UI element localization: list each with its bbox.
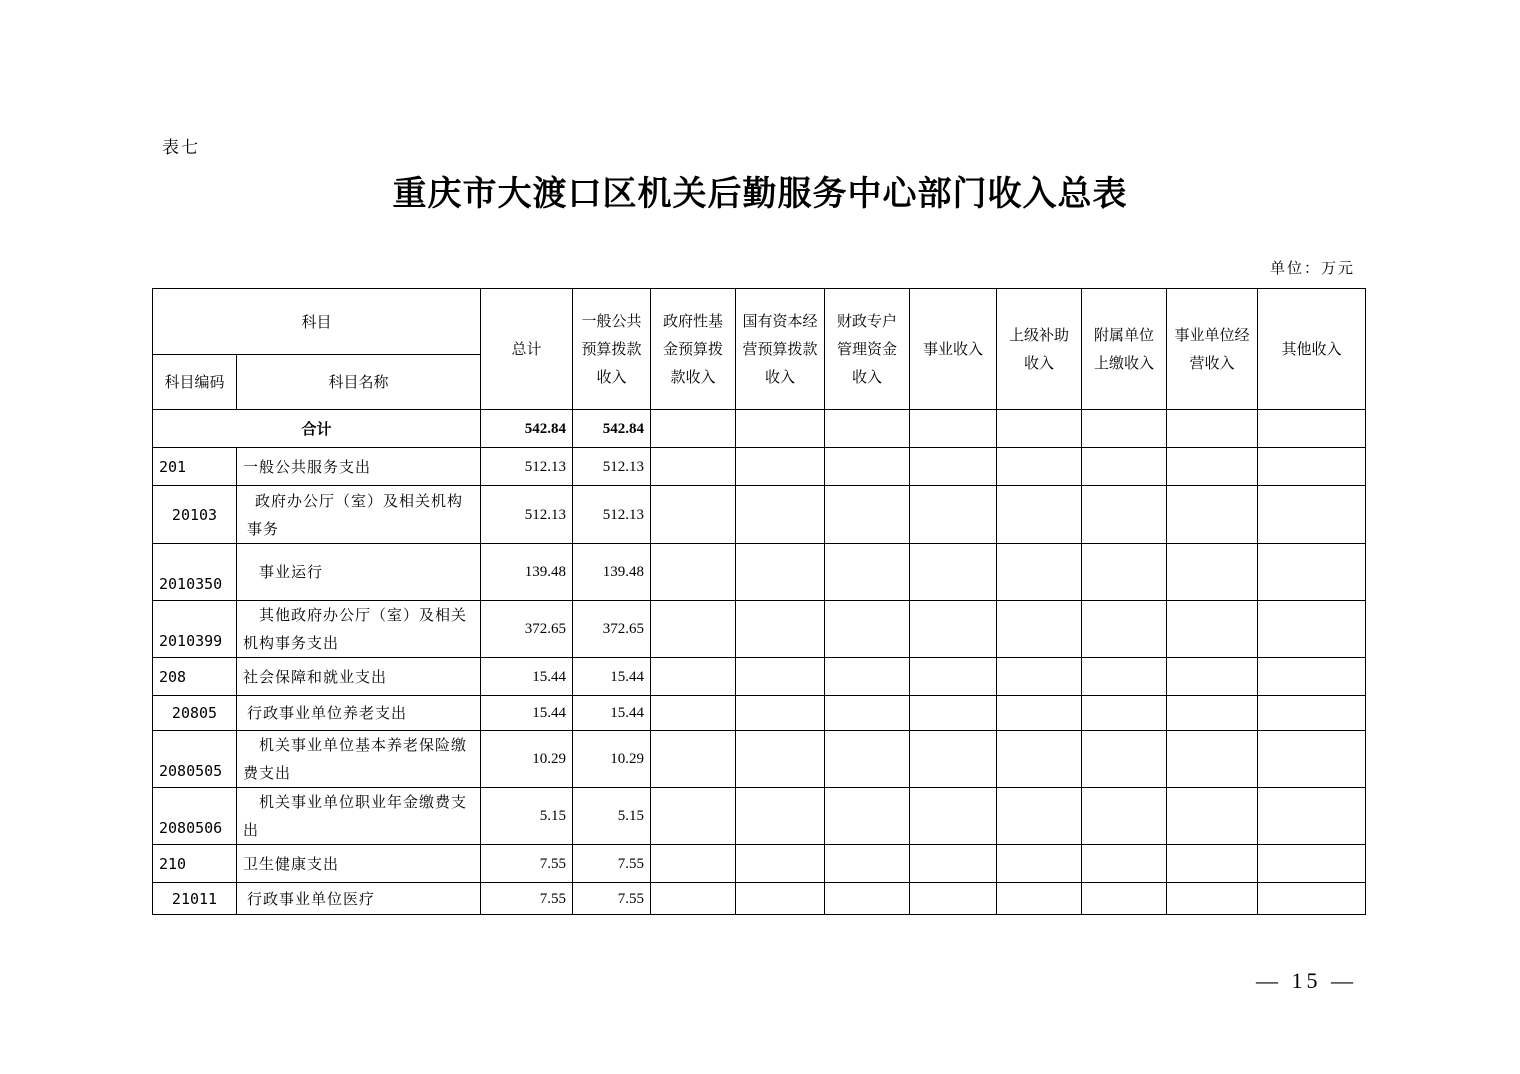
row-name: 行政事业单位养老支出 xyxy=(237,696,481,731)
row-total: 512.13 xyxy=(481,448,573,486)
row-code: 20805 xyxy=(153,696,237,731)
row-code: 208 xyxy=(153,658,237,696)
income-summary-table xyxy=(152,288,1366,915)
header-operating-income: 事业单位经营收入 xyxy=(1167,289,1258,410)
row-total: 372.65 xyxy=(481,601,573,658)
row-total: 15.44 xyxy=(481,696,573,731)
header-total: 总计 xyxy=(481,289,573,410)
page-title: 重庆市大渡口区机关后勤服务中心部门收入总表 xyxy=(392,174,1128,214)
table-row xyxy=(153,544,1366,601)
row-general-budget: 512.13 xyxy=(573,448,651,486)
row-general-budget: 139.48 xyxy=(573,544,651,601)
row-name: 卫生健康支出 xyxy=(237,845,481,883)
row-total: 512.13 xyxy=(481,486,573,544)
header-state-capital: 国有资本经营预算拨款收入 xyxy=(736,289,825,410)
row-code: 201 xyxy=(153,448,237,486)
header-gov-fund: 政府性基金预算拨款收入 xyxy=(651,289,736,410)
row-code: 21011 xyxy=(153,883,237,915)
row-name: 行政事业单位医疗 xyxy=(237,883,481,915)
header-subject: 科目 xyxy=(153,289,481,355)
header-business-income: 事业收入 xyxy=(910,289,997,410)
header-code: 科目编码 xyxy=(153,355,237,410)
row-name: 机关事业单位基本养老保险缴费支出 xyxy=(237,731,481,788)
table-row xyxy=(153,448,1366,486)
row-name: 一般公共服务支出 xyxy=(237,448,481,486)
header-fiscal-special: 财政专户管理资金收入 xyxy=(825,289,910,410)
row-code: 2080505 xyxy=(153,731,237,788)
row-general-budget: 7.55 xyxy=(573,883,651,915)
row-total: 7.55 xyxy=(481,845,573,883)
row-name: 事业运行 xyxy=(237,544,481,601)
row-name: 机关事业单位职业年金缴费支出 xyxy=(237,788,481,845)
total-value: 542.84 xyxy=(481,410,573,448)
table-row xyxy=(153,486,1366,544)
row-total: 5.15 xyxy=(481,788,573,845)
row-general-budget: 10.29 xyxy=(573,731,651,788)
header-superior-subsidy: 上级补助收入 xyxy=(997,289,1082,410)
row-general-budget: 15.44 xyxy=(573,658,651,696)
row-name: 社会保障和就业支出 xyxy=(237,658,481,696)
table-row xyxy=(153,845,1366,883)
table-row xyxy=(153,601,1366,658)
total-label: 合计 xyxy=(153,410,481,448)
header-other-income: 其他收入 xyxy=(1258,289,1366,410)
row-code: 2010399 xyxy=(153,601,237,658)
row-total: 15.44 xyxy=(481,658,573,696)
header-name: 科目名称 xyxy=(237,355,481,410)
table-row xyxy=(153,883,1366,915)
row-general-budget: 15.44 xyxy=(573,696,651,731)
row-general-budget: 372.65 xyxy=(573,601,651,658)
table-row xyxy=(153,696,1366,731)
header-row-top xyxy=(153,289,1366,355)
row-total: 7.55 xyxy=(481,883,573,915)
header-affiliated-remit: 附属单位上缴收入 xyxy=(1082,289,1167,410)
table-row xyxy=(153,731,1366,788)
row-code: 20103 xyxy=(153,486,237,544)
row-general-budget: 5.15 xyxy=(573,788,651,845)
page-number: — 15 — xyxy=(1256,968,1357,993)
total-row xyxy=(153,410,1366,448)
table-row xyxy=(153,658,1366,696)
row-code: 2010350 xyxy=(153,544,237,601)
row-total: 139.48 xyxy=(481,544,573,601)
unit-label: 单位：万元 xyxy=(1269,259,1355,277)
row-name: 其他政府办公厅（室）及相关机构事务支出 xyxy=(237,601,481,658)
table-label: 表七 xyxy=(162,138,200,158)
header-general-budget: 一般公共预算拨款收入 xyxy=(573,289,651,410)
row-code: 2080506 xyxy=(153,788,237,845)
row-total: 10.29 xyxy=(481,731,573,788)
table-row xyxy=(153,788,1366,845)
row-name: 政府办公厅（室）及相关机构事务 xyxy=(237,486,481,544)
row-general-budget: 512.13 xyxy=(573,486,651,544)
row-general-budget: 7.55 xyxy=(573,845,651,883)
row-code: 210 xyxy=(153,845,237,883)
total-general-budget: 542.84 xyxy=(573,410,651,448)
